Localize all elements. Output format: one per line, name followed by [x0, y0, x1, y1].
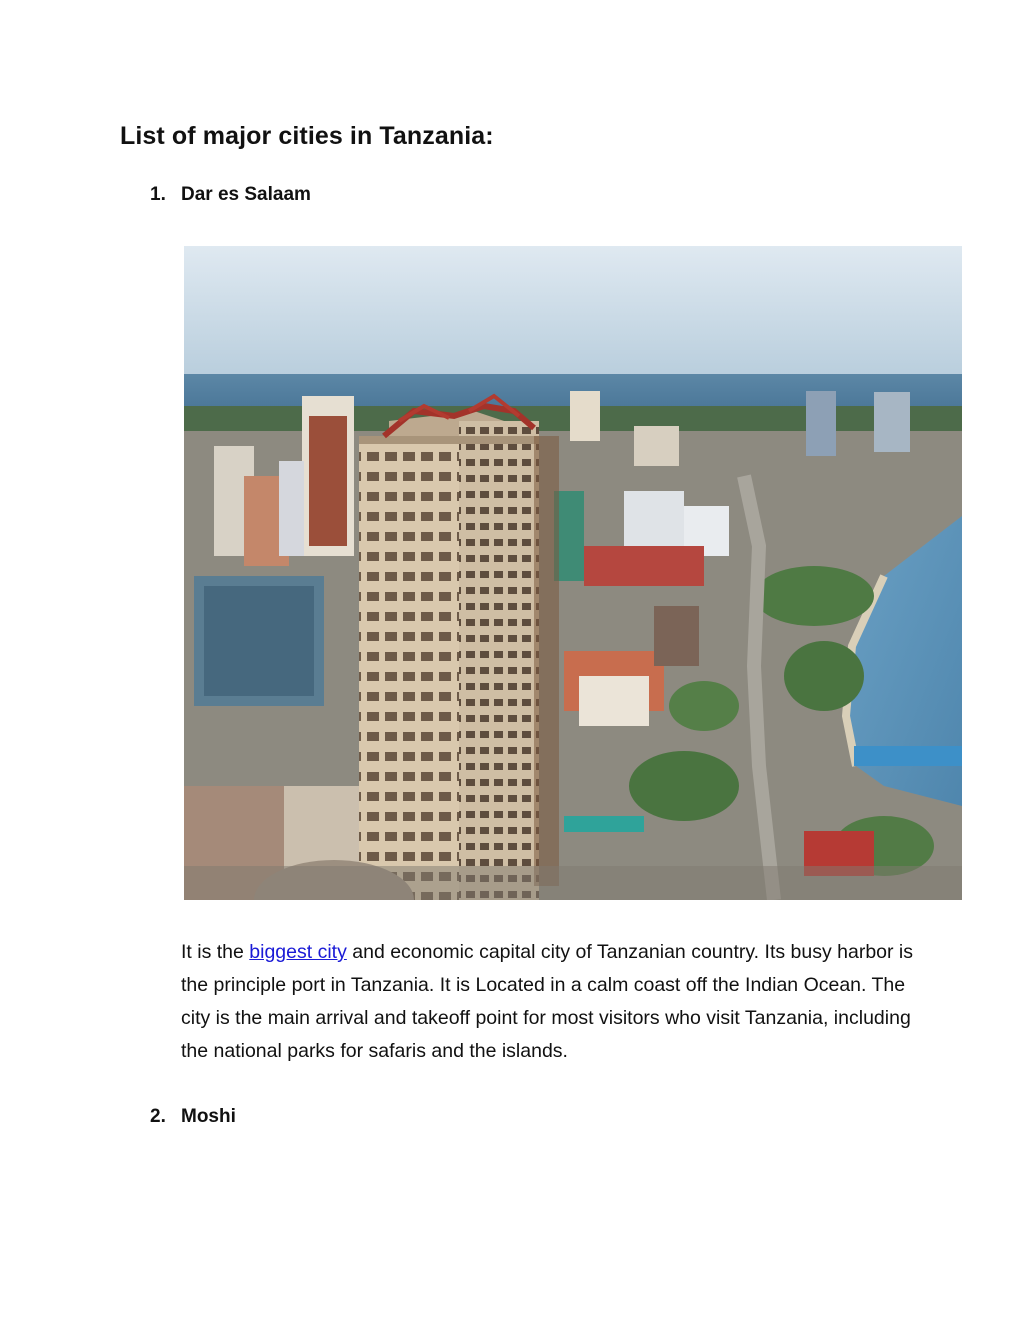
- city-skyline-photo: [184, 246, 962, 900]
- list-item-title: Moshi: [181, 1106, 236, 1127]
- description-text-start: It is the: [181, 941, 250, 963]
- list-number: 2.: [150, 1106, 166, 1127]
- list-number: 1.: [150, 184, 166, 205]
- list-item-moshi: [150, 1106, 236, 1128]
- dar-es-salaam-description: [181, 936, 921, 1068]
- biggest-city-link[interactable]: biggest city: [249, 941, 347, 963]
- description-text-rest: and economic capital city of Tanzanian country. Its busy harbor is the principle port in Tanzania. It is Located in a calm coast off the Indian Ocean. The city is the main arrival and takeoff point for most visitors who visit Tanzania, including the national parks for safaris and the islands.: [181, 941, 914, 1062]
- list-item-title: Dar es Salaam: [181, 184, 311, 205]
- list-item-dar-es-salaam: [150, 184, 311, 206]
- page-title: List of major cities in Tanzania:: [120, 122, 494, 150]
